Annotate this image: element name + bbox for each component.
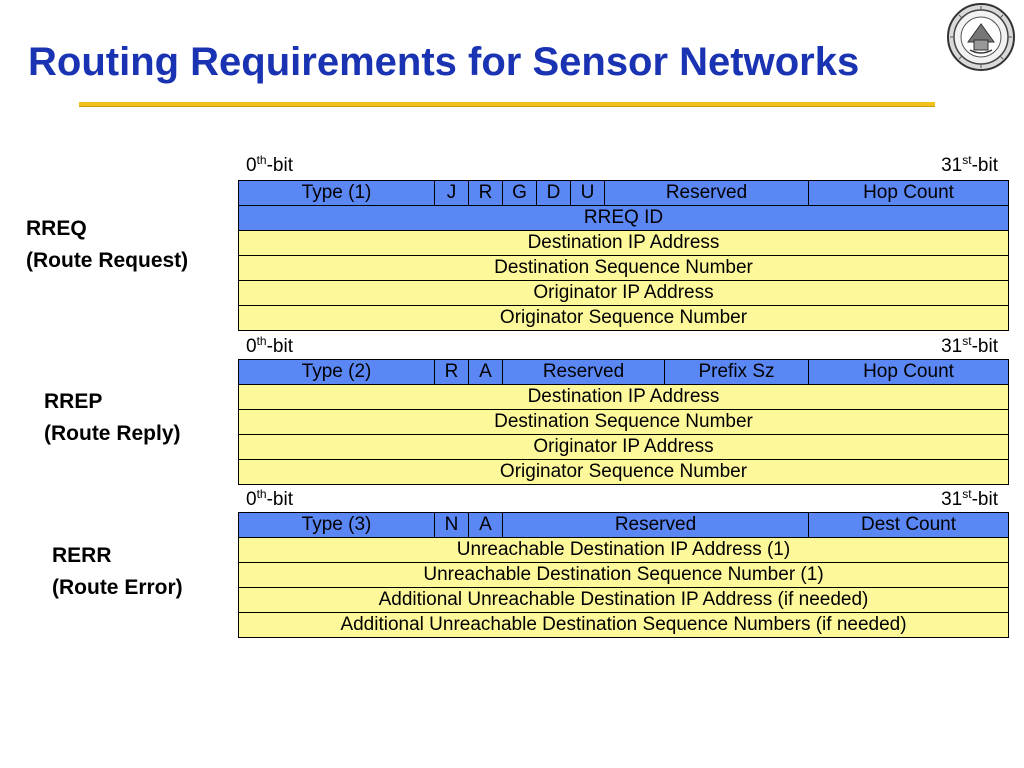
field-row: Destination Sequence Number [239, 410, 1009, 435]
type-field: Type (2) [239, 360, 435, 385]
table-row [239, 563, 1009, 588]
rerr-label-desc: (Route Error) [52, 576, 183, 599]
u-flag: U [571, 181, 605, 206]
start-bit-marker: 0th-bit [246, 487, 293, 510]
prefix-size-field: Prefix Sz [665, 360, 809, 385]
table-row [239, 460, 1009, 485]
dest-count-field: Dest Count [809, 513, 1009, 538]
rrep-label [44, 386, 181, 450]
start-bit-marker: 0th-bit [246, 153, 293, 176]
title-underline [79, 102, 935, 107]
type-field: Type (1) [239, 181, 435, 206]
field-row: Originator IP Address [239, 435, 1009, 460]
table-row [239, 435, 1009, 460]
r-flag: R [435, 360, 469, 385]
rrep-bit-markers [238, 336, 1008, 358]
field-row: Destination IP Address [239, 231, 1009, 256]
d-flag: D [537, 181, 571, 206]
field-row: Destination IP Address [239, 385, 1009, 410]
a-flag: A [469, 360, 503, 385]
table-row [239, 385, 1009, 410]
table-row [239, 256, 1009, 281]
field-row: Unreachable Destination Sequence Number (1) [239, 563, 1009, 588]
r-flag: R [469, 181, 503, 206]
rerr-bit-markers [238, 489, 1008, 511]
rerr-label [52, 540, 183, 604]
field-row: Additional Unreachable Destination IP Address (if needed) [239, 588, 1009, 613]
table-row [239, 181, 1009, 206]
rreq-label [26, 213, 188, 277]
field-row: Originator Sequence Number [239, 460, 1009, 485]
table-row [239, 410, 1009, 435]
table-row [239, 306, 1009, 331]
start-bit-marker: 0th-bit [246, 334, 293, 357]
university-seal-icon [946, 2, 1016, 72]
table-row [239, 360, 1009, 385]
rreq-bit-markers [238, 155, 1008, 177]
field-row: Unreachable Destination IP Address (1) [239, 538, 1009, 563]
slide-title: Routing Requirements for Sensor Networks [28, 40, 860, 84]
end-bit-marker: 31st-bit [941, 153, 998, 176]
rerr-packet-table [238, 512, 1009, 638]
rreq-label-desc: (Route Request) [26, 249, 189, 272]
end-bit-marker: 31st-bit [941, 487, 998, 510]
a-flag: A [469, 513, 503, 538]
reserved-field: Reserved [605, 181, 809, 206]
table-row [239, 206, 1009, 231]
field-row: Originator IP Address [239, 281, 1009, 306]
field-row: Originator Sequence Number [239, 306, 1009, 331]
hop-count-field: Hop Count [809, 360, 1009, 385]
rreq-packet-table [238, 180, 1009, 331]
n-flag: N [435, 513, 469, 538]
field-row: Destination Sequence Number [239, 256, 1009, 281]
table-row [239, 281, 1009, 306]
table-row [239, 513, 1009, 538]
table-row [239, 231, 1009, 256]
field-row: Additional Unreachable Destination Sequence Numbers (if needed) [239, 613, 1009, 638]
reserved-field: Reserved [503, 360, 665, 385]
rrep-packet-table [238, 359, 1009, 485]
reserved-field: Reserved [503, 513, 809, 538]
rreq-label-name: RREQ [26, 217, 87, 240]
table-row [239, 538, 1009, 563]
table-row [239, 613, 1009, 638]
rrep-label-desc: (Route Reply) [44, 422, 181, 445]
hop-count-field: Hop Count [809, 181, 1009, 206]
g-flag: G [503, 181, 537, 206]
rrep-label-name: RREP [44, 390, 103, 413]
end-bit-marker: 31st-bit [941, 334, 998, 357]
rerr-label-name: RERR [52, 544, 112, 567]
table-row [239, 588, 1009, 613]
j-flag: J [435, 181, 469, 206]
rreq-id-field: RREQ ID [239, 206, 1009, 231]
type-field: Type (3) [239, 513, 435, 538]
